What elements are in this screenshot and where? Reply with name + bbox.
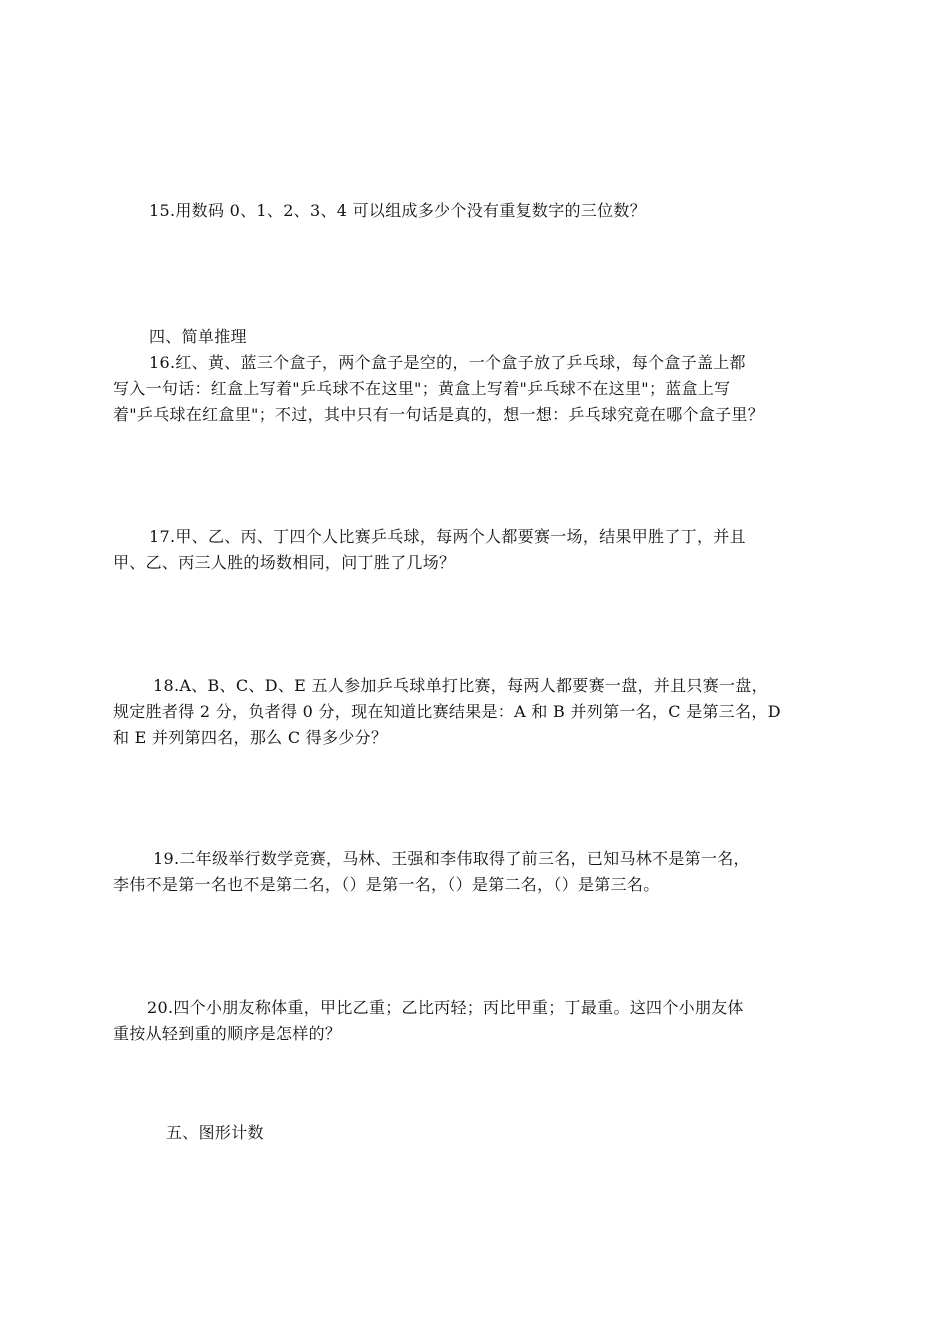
- question-19: [113, 846, 865, 898]
- question-18-line-3: 和 E 并列第四名，那么 C 得多少分？: [113, 728, 388, 747]
- question-16: [113, 350, 865, 428]
- question-19-line-1: 19.二年级举行数学竞赛，马林、王强和李伟取得了前三名，已知马林不是第一名，: [153, 849, 750, 868]
- question-20-line-1: 20.四个小朋友称体重，甲比乙重；乙比丙轻；丙比甲重；丁最重。这四个小朋友体: [147, 998, 744, 1017]
- question-17: [113, 524, 865, 576]
- section-4-title: 四、简单推理: [149, 327, 247, 346]
- question-18-line-1: 18.A、B、C、D、E 五人参加乒乓球单打比赛，每两人都要赛一盘，并且只赛一盘，: [153, 676, 768, 695]
- question-20: [113, 995, 865, 1047]
- section-5-title: 五、图形计数: [166, 1123, 264, 1142]
- question-20-line-2: 重按从轻到重的顺序是怎样的？: [113, 1024, 342, 1043]
- section-5-heading: [113, 1120, 865, 1146]
- question-15: [113, 198, 865, 224]
- question-17-line-2: 甲、乙、丙三人胜的场数相同，问丁胜了几场？: [113, 553, 456, 572]
- question-16-line-2: 写入一句话：红盒上写着"乒乓球不在这里"；黄盒上写着"乒乓球不在这里"；蓝盒上写: [113, 379, 731, 398]
- question-15-line-1: 15.用数码 0、1、2、3、4 可以组成多少个没有重复数字的三位数？: [149, 201, 647, 220]
- question-17-line-1: 17.甲、乙、丙、丁四个人比赛乒乓球，每两个人都要赛一场，结果甲胜了丁，并且: [149, 527, 746, 546]
- question-19-line-2: 李伟不是第一名也不是第二名，（）是第一名，（）是第二名，（）是第三名。: [113, 875, 660, 894]
- question-18-line-2: 规定胜者得 2 分，负者得 0 分，现在知道比赛结果是：A 和 B 并列第一名，C 是第三名，D: [113, 702, 781, 721]
- question-16-line-1: 16.红、黄、蓝三个盒子，两个盒子是空的，一个盒子放了乒乓球，每个盒子盖上都: [149, 353, 746, 372]
- section-4-heading: [113, 324, 865, 350]
- question-16-line-3: 着"乒乓球在红盒里"；不过，其中只有一句话是真的，想一想：乒乓球究竟在哪个盒子里？: [113, 405, 765, 424]
- question-18: [113, 673, 865, 751]
